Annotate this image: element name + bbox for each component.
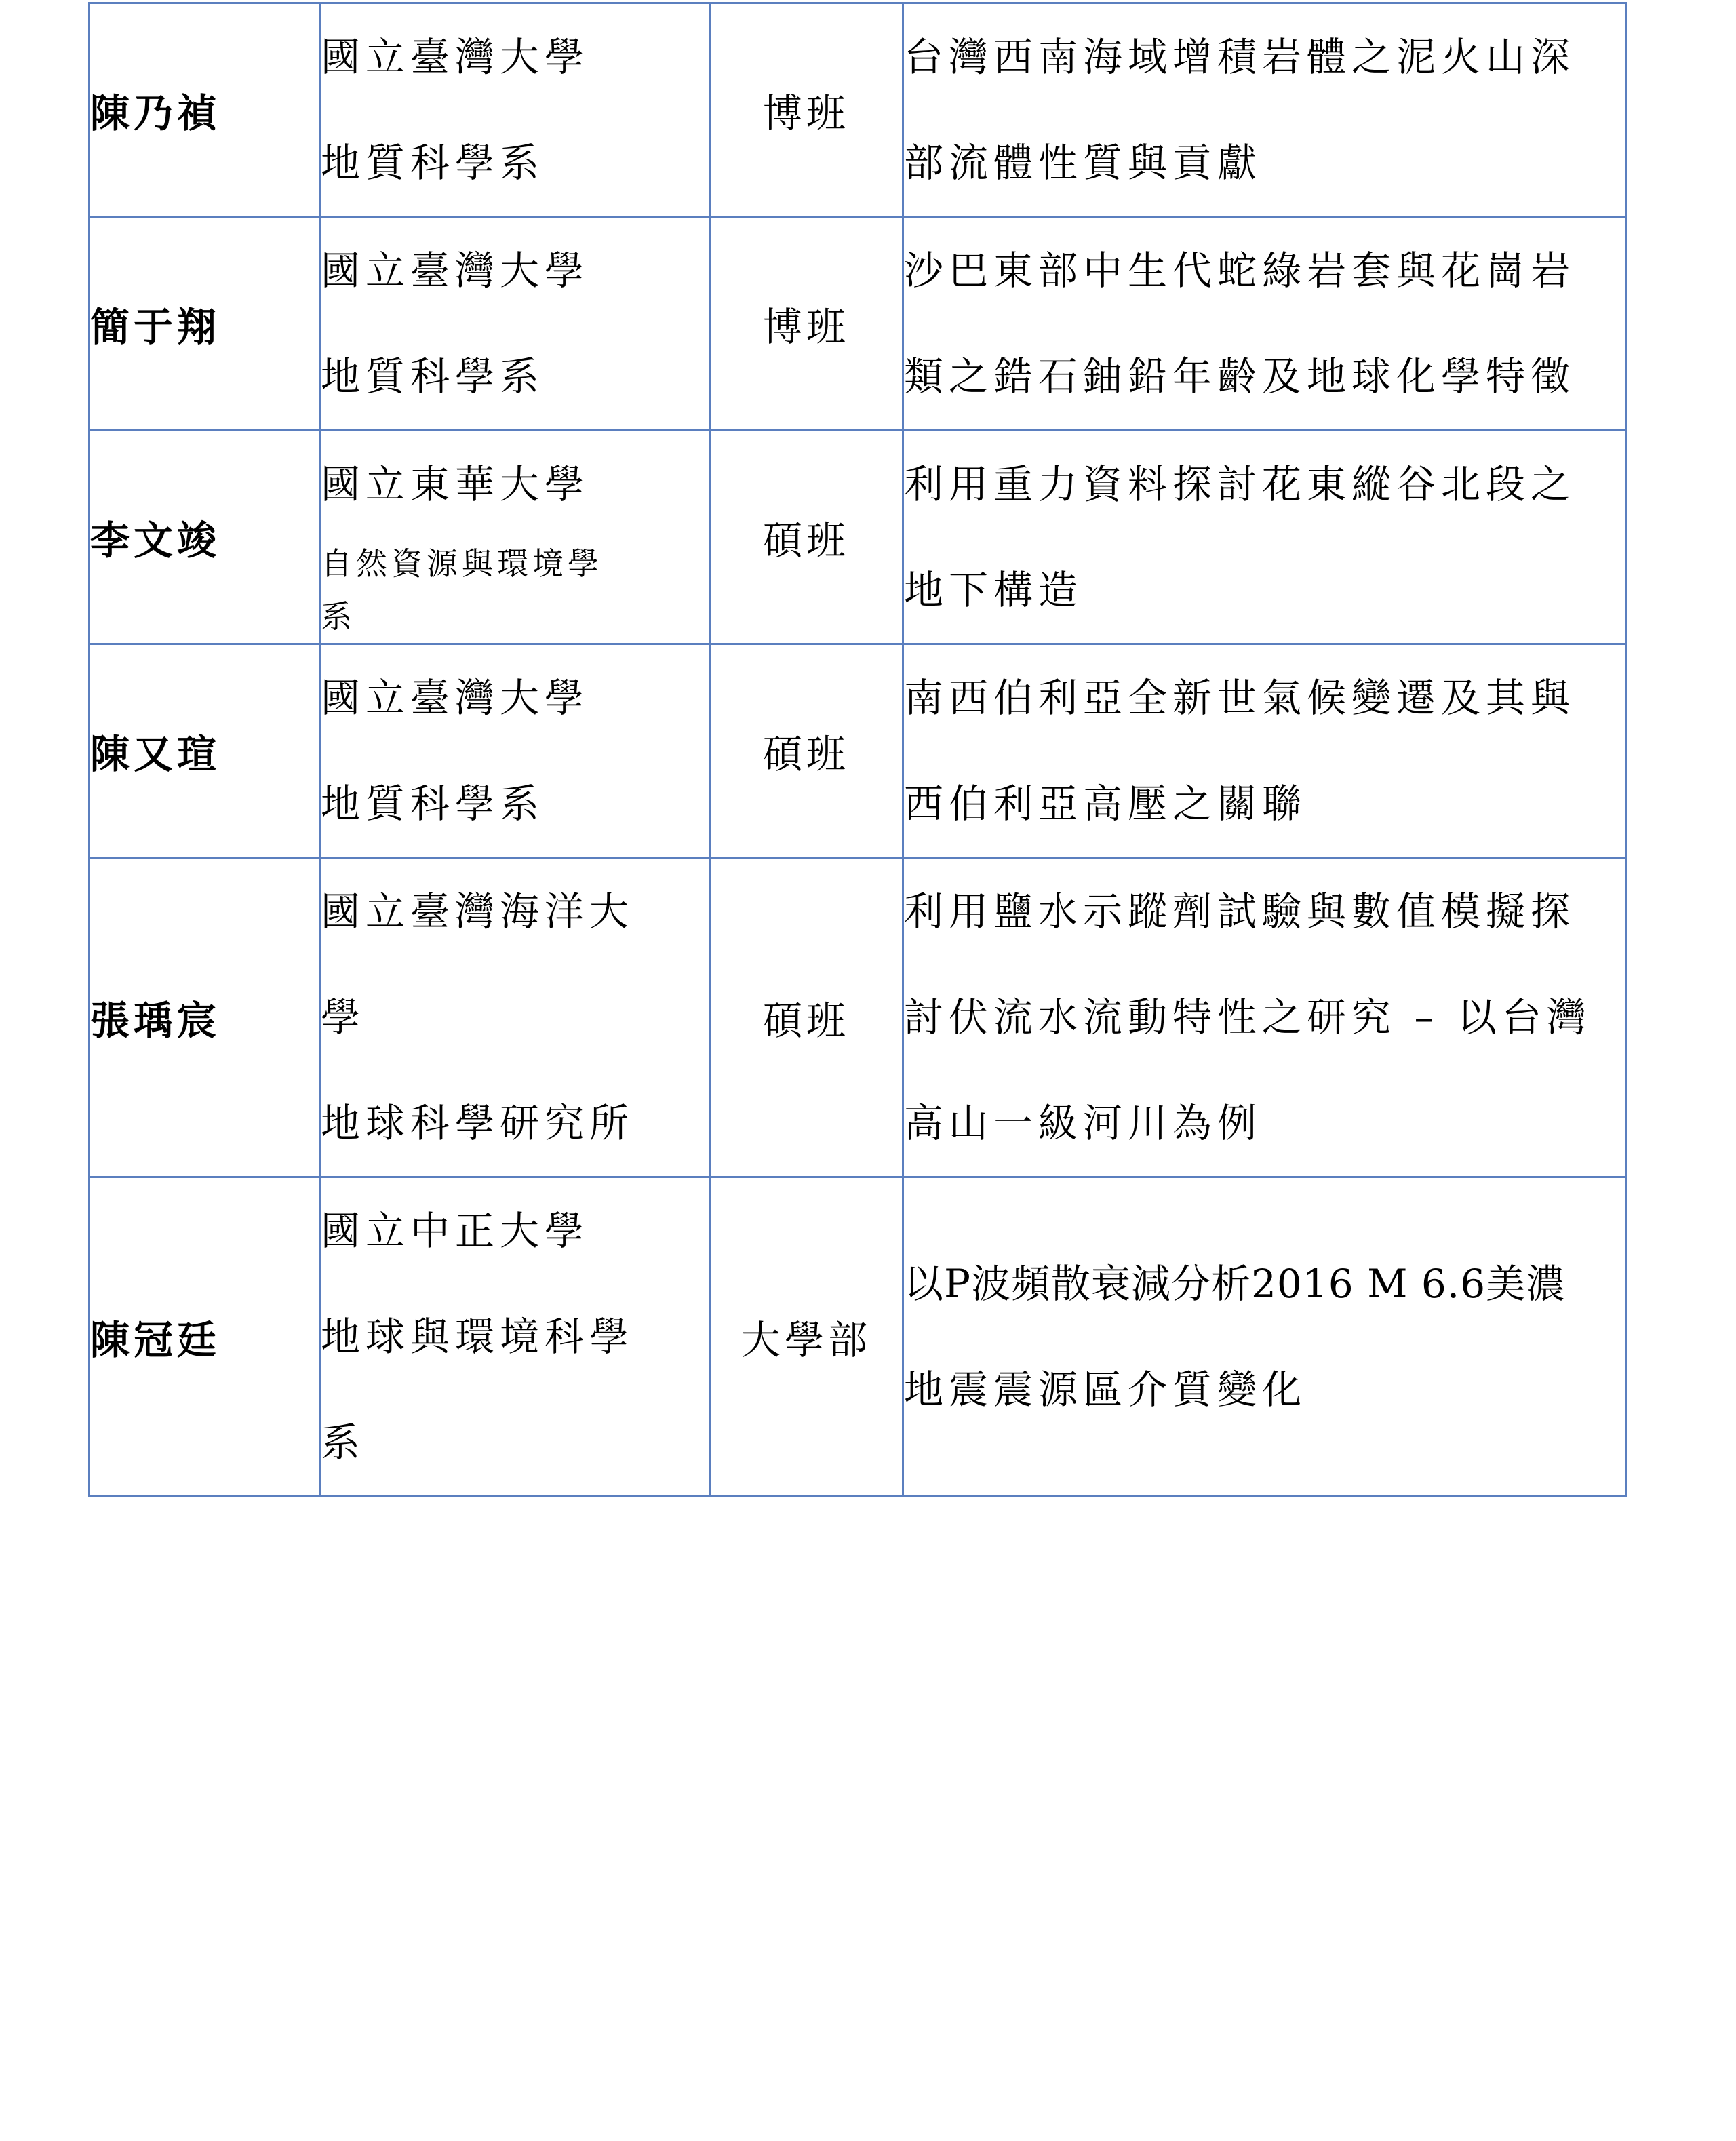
school-cell [320,1177,710,1497]
student-name: 李文竣 [90,431,320,644]
department-line: 系 [321,598,356,635]
department-line: 地質科學系 [321,781,545,827]
school-line: 國立東華大學 [321,461,590,507]
table-row [90,431,1626,644]
thesis-cell [903,644,1626,858]
student-name: 陳乃禎 [90,3,320,217]
degree-cell: 博班 [710,217,903,431]
degree-cell: 碩班 [710,431,903,644]
thesis-line: 西伯利亞高壓之關聯 [904,781,1307,827]
school-cell [320,217,710,431]
thesis-line: 以P波頻散衰減分析2016 M 6.6美濃 [904,1261,1566,1307]
school-line: 學 [321,994,366,1040]
thesis-cell [903,217,1626,431]
thesis-line: 沙巴東部中生代蛇綠岩套與花崗岩 [904,248,1576,294]
thesis-line: 利用重力資料探討花東縱谷北段之 [904,461,1576,507]
department-line: 系 [321,1419,366,1466]
department-line: 地質科學系 [321,140,545,186]
thesis-line: 地震震源區介質變化 [904,1367,1307,1413]
school-line: 國立臺灣海洋大 [321,888,635,935]
school-cell [320,644,710,858]
department-line: 地球與環境科學 [321,1314,635,1360]
department-line: 地質科學系 [321,353,545,399]
degree-cell: 碩班 [710,858,903,1177]
thesis-line: 南西伯利亞全新世氣候變遷及其與 [904,675,1576,721]
student-name: 簡于翔 [90,217,320,431]
table-row [90,644,1626,858]
table-row [90,3,1626,217]
school-line: 國立臺灣大學 [321,34,590,80]
students-table [88,2,1627,1497]
thesis-cell [903,1177,1626,1497]
student-name: 陳冠廷 [90,1177,320,1497]
school-cell [320,3,710,217]
thesis-line: 部流體性質與貢獻 [904,140,1263,186]
school-cell [320,431,710,644]
degree-cell: 碩班 [710,644,903,858]
table-row [90,217,1626,431]
table-row [90,858,1626,1177]
school-line: 國立臺灣大學 [321,248,590,294]
thesis-cell [903,858,1626,1177]
thesis-line: 利用鹽水示蹤劑試驗與數值模擬探 [904,888,1576,935]
table-row [90,1177,1626,1497]
thesis-line: 台灣西南海域增積岩體之泥火山深 [904,34,1576,80]
school-line: 國立臺灣大學 [321,675,590,721]
thesis-line: 類之鋯石鈾鉛年齡及地球化學特徵 [904,353,1576,399]
school-line: 國立中正大學 [321,1208,590,1254]
degree-cell: 大學部 [710,1177,903,1497]
thesis-cell [903,3,1626,217]
thesis-cell [903,431,1626,644]
degree-cell: 博班 [710,3,903,217]
thesis-line: 高山一級河川為例 [904,1100,1263,1146]
thesis-line: 討伏流水流動特性之研究 – 以台灣 [904,994,1592,1040]
department-line: 地球科學研究所 [321,1100,635,1146]
thesis-line: 地下構造 [904,567,1084,613]
student-name: 陳又瑄 [90,644,320,858]
school-cell [320,858,710,1177]
department-line: 自然資源與環境學 [321,545,603,582]
student-name: 張瑀宸 [90,858,320,1177]
